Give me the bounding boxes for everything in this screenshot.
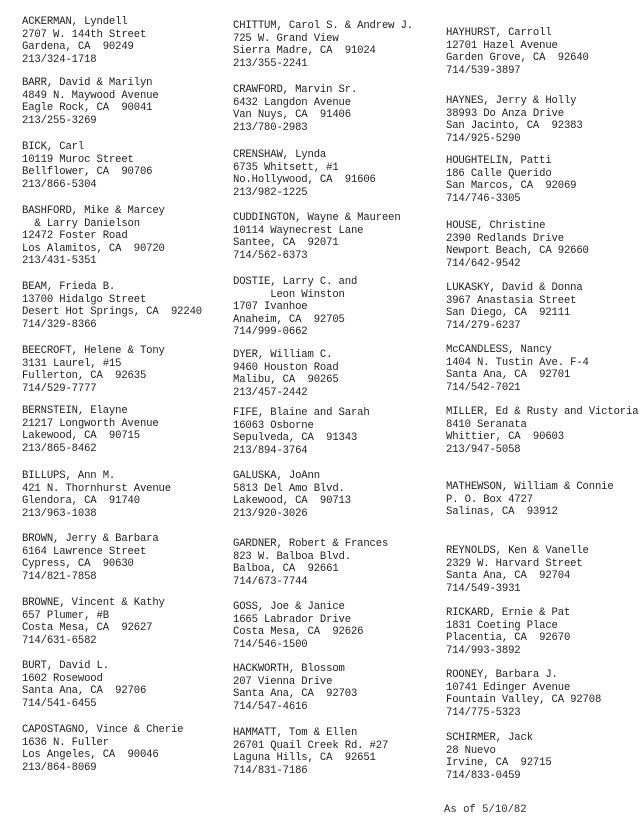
entry-line: 1707 Ivanhoe: [233, 301, 308, 314]
entry-line: 714/539-3897: [446, 64, 521, 77]
entry-line: 16063 Osborne: [233, 419, 314, 432]
entry-name: RICKARD, Ernie & Pat: [446, 607, 571, 619]
directory-entry: [446, 220, 589, 270]
directory-entry: [233, 84, 357, 134]
entry-name: CUDDINGTON, Wayne & Maureen: [233, 212, 401, 224]
entry-line: Laguna Hills, CA 92651: [233, 752, 376, 765]
entry-line: Fullerton, CA 92635: [22, 370, 147, 383]
entry-line: 4849 N. Maywood Avenue: [22, 89, 159, 102]
directory-entry: [446, 481, 614, 519]
entry-name: FIFE, Blaine and Sarah: [233, 407, 370, 419]
entry-line: Santee, CA 92071: [233, 237, 339, 250]
entry-line: 13700 Hidalgo Street: [22, 293, 147, 306]
entry-name: CRENSHAW, Lynda: [233, 149, 327, 161]
entry-line: Glendora, CA 91740: [22, 495, 140, 508]
directory-entry: [22, 405, 159, 455]
entry-name: BERNSTEIN, Elayne: [22, 405, 128, 417]
entry-name: HOUSE, Christine: [446, 220, 546, 232]
entry-name: DOSTIE, Larry C. and: [233, 276, 358, 288]
directory-entry: [233, 212, 401, 262]
entry-name: HOUGHTELIN, Patti: [446, 155, 552, 167]
entry-line: 213/894-3764: [233, 444, 308, 457]
directory-entry: [233, 470, 351, 520]
entry-line: San Marcos, CA 92069: [446, 180, 577, 193]
entry-line: Garden Grove, CA 92640: [446, 52, 589, 65]
entry-name: ROONEY, Barbara J.: [446, 669, 558, 681]
directory-entry: [22, 281, 202, 331]
entry-line: & Larry Danielson: [22, 217, 140, 230]
directory-entry: [22, 16, 146, 66]
entry-name: BROWNE, Vincent & Kathy: [22, 597, 165, 609]
directory-entry: [446, 406, 638, 456]
entry-line: 6735 Whitsett, #1: [233, 161, 339, 174]
entry-line: 213/324-1718: [22, 53, 97, 66]
entry-line: 6432 Langdon Avenue: [233, 96, 351, 109]
directory-entry: [22, 345, 165, 395]
entry-line: Salinas, CA 93912: [446, 506, 558, 519]
entry-line: Van Nuys, CA 91406: [233, 109, 351, 122]
entry-line: Bellflower, CA 90706: [22, 166, 153, 179]
entry-name: HAYNES, Jerry & Holly: [446, 95, 577, 107]
entry-line: 8410 Seranata: [446, 418, 527, 431]
entry-line: 1636 N. Fuller: [22, 736, 109, 749]
directory-entry: [22, 597, 165, 647]
directory-entry: [22, 470, 171, 520]
entry-line: 213/866-5304: [22, 178, 97, 191]
entry-name: BEECROFT, Helene & Tony: [22, 345, 165, 357]
entry-name: REYNOLDS, Ken & Vanelle: [446, 545, 589, 557]
entry-line: 714/529-7777: [22, 382, 97, 395]
entry-line: 714/547-4616: [233, 700, 308, 713]
entry-name: ACKERMAN, Lyndell: [22, 16, 128, 28]
entry-line: 714/925-5290: [446, 132, 521, 145]
entry-line: 714/546-1500: [233, 638, 308, 651]
directory-entry: [233, 538, 388, 588]
directory-entry: [446, 27, 589, 77]
directory-entry: [22, 533, 159, 583]
entry-line: No.Hollywood, CA 91606: [233, 174, 376, 187]
entry-line: 213/864-8069: [22, 761, 97, 774]
entry-name: MATHEWSON, William & Connie: [446, 481, 614, 493]
directory-entry: [446, 95, 583, 145]
entry-line: 1404 N. Tustin Ave. F-4: [446, 356, 589, 369]
entry-line: 714/541-6455: [22, 697, 97, 710]
entry-line: Costa Mesa, CA 92627: [22, 622, 153, 635]
entry-line: 213/355-2241: [233, 57, 308, 70]
entry-line: 725 W. Grand View: [233, 32, 339, 45]
directory-entry: [446, 155, 576, 205]
entry-line: 714/999-0662: [233, 326, 308, 339]
entry-name: DYER, William C.: [233, 349, 333, 361]
entry-line: 10741 Edinger Avenue: [446, 681, 571, 694]
directory-entry: [233, 149, 376, 199]
entry-line: 186 Calle Querido: [446, 167, 552, 180]
directory-entry: [233, 20, 413, 70]
entry-name: GOSS, Joe & Janice: [233, 601, 345, 613]
entry-line: 213/780-2983: [233, 121, 308, 134]
entry-line: 213/947-5058: [446, 443, 521, 456]
entry-name: CAPOSTAGNO, Vince & Cherie: [22, 724, 184, 736]
directory-entry: [22, 77, 159, 127]
entry-line: 714/329-8366: [22, 318, 97, 331]
entry-line: 1665 Labrador Drive: [233, 613, 351, 626]
entry-name: BICK, Carl: [22, 141, 85, 153]
entry-name: GARDNER, Robert & Frances: [233, 538, 389, 550]
directory-entry: [233, 407, 370, 457]
directory-entry: [22, 660, 146, 710]
entry-line: Santa Ana, CA 92701: [446, 369, 571, 382]
entry-line: 2329 W. Harvard Street: [446, 557, 583, 570]
entry-line: 9460 Houston Road: [233, 361, 339, 374]
entry-line: Gardena, CA 90249: [22, 41, 134, 54]
entry-name: MILLER, Ed & Rusty and Victoria: [446, 406, 639, 418]
entry-line: 714/642-9542: [446, 257, 521, 270]
entry-line: 2707 W. 144th Street: [22, 28, 147, 41]
entry-line: 213/457-2442: [233, 386, 308, 399]
entry-line: 213/982-1225: [233, 186, 308, 199]
directory-entry: [446, 669, 601, 719]
entry-name: BASHFORD, Mike & Marcey: [22, 205, 165, 217]
entry-line: 213/431-5351: [22, 255, 97, 268]
entry-line: 5813 Del Amo Blvd.: [233, 482, 345, 495]
entry-name: BURT, David L.: [22, 660, 109, 672]
entry-name: McCANDLESS, Nancy: [446, 344, 552, 356]
entry-line: Lakewood, CA 90713: [233, 495, 351, 508]
entry-line: Lakewood, CA 90715: [22, 430, 140, 443]
entry-line: 12472 Foster Road: [22, 230, 128, 243]
entry-line: 2390 Redlands Drive: [446, 232, 564, 245]
entry-line: Sierra Madre, CA 91024: [233, 45, 376, 58]
entry-line: Leon Winston: [233, 288, 345, 301]
entry-line: 714/821-7858: [22, 570, 97, 583]
entry-line: 714/549-3931: [446, 582, 521, 595]
entry-line: 213/255-3269: [22, 114, 97, 127]
directory-entry: [446, 545, 589, 595]
entry-line: Placentia, CA 92670: [446, 632, 571, 645]
directory-entry: [233, 349, 339, 399]
entry-line: 10114 Waynecrest Lane: [233, 224, 364, 237]
entry-line: 10119 Muroc Street: [22, 153, 134, 166]
entry-name: HACKWORTH, Blossom: [233, 663, 345, 675]
entry-line: 38993 Do Anza Drive: [446, 107, 564, 120]
entry-name: CHITTUM, Carol S. & Andrew J.: [233, 20, 414, 32]
entry-line: 714/562-6373: [233, 249, 308, 262]
entry-name: GALUSKA, JoAnn: [233, 470, 320, 482]
entry-line: 823 W. Balboa Blvd.: [233, 550, 351, 563]
entry-line: 421 N. Thornhurst Avenue: [22, 482, 171, 495]
entry-line: 21217 Longworth Avenue: [22, 417, 159, 430]
entry-line: Santa Ana, CA 92706: [22, 685, 147, 698]
entry-line: 12701 Hazel Avenue: [446, 39, 558, 52]
entry-name: BILLUPS, Ann M.: [22, 470, 116, 482]
entry-line: 714/993-3892: [446, 644, 521, 657]
entry-name: LUKASKY, David & Donna: [446, 282, 583, 294]
directory-entry: [233, 276, 357, 339]
directory-entry: [22, 141, 152, 191]
entry-line: Eagle Rock, CA 90041: [22, 102, 153, 115]
entry-line: Anaheim, CA 92705: [233, 313, 345, 326]
entry-line: 3131 Laurel, #15: [22, 357, 122, 370]
entry-line: 1602 Rosewood: [22, 672, 103, 685]
entry-line: Santa Ana, CA 92703: [233, 688, 358, 701]
entry-line: Fountain Valley, CA 92708: [446, 694, 602, 707]
entry-line: Santa Ana, CA 92704: [446, 570, 571, 583]
entry-line: 714/279-6237: [446, 319, 521, 332]
date-footer: As of 5/10/82: [444, 804, 527, 816]
entry-line: Newport Beach, CA 92660: [446, 245, 589, 258]
entry-line: Costa Mesa, CA 92626: [233, 626, 364, 639]
directory-entry: [446, 732, 552, 782]
entry-line: Whittier, CA 90603: [446, 431, 564, 444]
entry-line: San Diego, CA 92111: [446, 307, 571, 320]
entry-line: 6164 Lawrence Street: [22, 545, 147, 558]
entry-line: Cypress, CA 90630: [22, 558, 134, 571]
entry-line: Malibu, CA 90265: [233, 374, 339, 387]
entry-name: BROWN, Jerry & Barbara: [22, 533, 159, 545]
entry-line: Balboa, CA 92661: [233, 563, 339, 576]
entry-line: 213/963-1038: [22, 507, 97, 520]
directory-entry: [233, 727, 388, 777]
directory-entry: [22, 724, 183, 774]
entry-line: P. O. Box 4727: [446, 493, 533, 506]
directory-entry: [446, 607, 570, 657]
directory-entry: [446, 344, 589, 394]
entry-line: 213/920-3026: [233, 507, 308, 520]
entry-name: SCHIRMER, Jack: [446, 732, 533, 744]
entry-line: 26701 Quail Creek Rd. #27: [233, 739, 389, 752]
entry-line: 714/831-7186: [233, 764, 308, 777]
entry-line: San Jacinto, CA 92383: [446, 120, 583, 133]
entry-line: Los Angeles, CA 90046: [22, 749, 159, 762]
entry-name: CRAWFORD, Marvin Sr.: [233, 84, 358, 96]
directory-entry: [233, 663, 357, 713]
directory-entry: [446, 282, 583, 332]
entry-name: BARR, David & Marilyn: [22, 77, 153, 89]
entry-line: 714/775-5323: [446, 706, 521, 719]
entry-name: HAYHURST, Carroll: [446, 27, 552, 39]
entry-line: 714/833-0459: [446, 769, 521, 782]
entry-line: Sepulveda, CA 91343: [233, 432, 358, 445]
entry-line: Irvine, CA 92715: [446, 757, 552, 770]
entry-line: 28 Nuevo: [446, 744, 496, 757]
entry-line: 207 Vienna Drive: [233, 675, 333, 688]
entry-line: 714/746-3305: [446, 192, 521, 205]
directory-entry: [233, 601, 363, 651]
entry-line: 213/865-8462: [22, 442, 97, 455]
entry-line: 714/542-7021: [446, 381, 521, 394]
entry-name: HAMMATT, Tom & Ellen: [233, 727, 358, 739]
entry-line: Desert Hot Springs, CA 92240: [22, 306, 203, 319]
entry-line: 3967 Anastasia Street: [446, 294, 577, 307]
directory-entry: [22, 205, 165, 268]
entry-line: 714/673-7744: [233, 575, 308, 588]
entry-line: 714/631-6582: [22, 634, 97, 647]
entry-line: Los Alamitos, CA 90720: [22, 242, 165, 255]
entry-line: 1831 Coeting Place: [446, 619, 558, 632]
entry-name: BEAM, Frieda B.: [22, 281, 116, 293]
entry-line: 657 Plumer, #B: [22, 609, 109, 622]
